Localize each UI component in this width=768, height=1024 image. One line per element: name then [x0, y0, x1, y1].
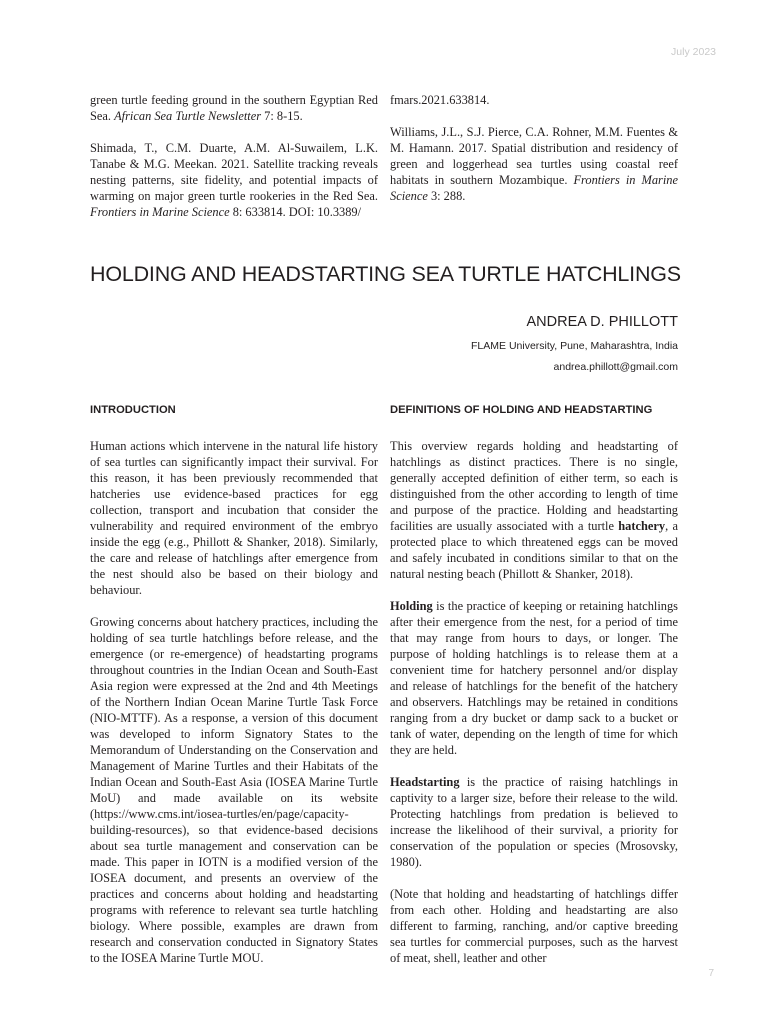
references-left-column: [90, 92, 378, 236]
text-run: , a protected place to which threatened eggs can be moved and safely incubated in conditions similar to that on the natural nesting beach (Phillott & Shanker, 2018).: [390, 519, 678, 581]
reference-entry: [90, 140, 378, 220]
author-email: andrea.phillott@gmail.com: [553, 361, 678, 373]
text-run: Shimada, T., C.M. Duarte, A.M. Al-Suwailem, L.K. Tanabe & M.G. Meekan. 2021. Satellite tracking reveals nesting patterns, site fidelity, and potential impacts of warming on major green turtle rookeries in the Red Sea.: [90, 141, 378, 203]
bold-term: Headstarting: [390, 775, 460, 789]
reference-entry: [390, 92, 678, 108]
body-paragraph: [90, 614, 378, 966]
body-left-column: [90, 404, 378, 982]
text-run: Williams, J.L., S.J. Pierce, C.A. Rohner, M.M. Fuentes & M. Hamann. 2017. Spatial distribution and residency of green and loggerhead sea turtles using coastal reef habitats in southern Mozambique.: [390, 125, 678, 187]
bold-term: hatchery: [618, 519, 666, 533]
bold-term: Holding: [390, 599, 433, 613]
section-heading-introduction: INTRODUCTION: [90, 404, 176, 416]
reference-entry: [390, 124, 678, 204]
text-run: Human actions which intervene in the natural life history of sea turtles can significantly impact their survival. For this reason, it has been previously recommended that hatcheries use evidence-based practices for egg collection, transport and incubation that consider the vulnerability and required environment of the embryo inside the egg (e.g., Phillott & Shanker, 2018). Similarly, the care and release of hatchlings after emergence from the nest should also be based on their biology and behaviour.: [90, 439, 378, 597]
text-run: 8: 633814. DOI: 10.3389/: [229, 205, 362, 219]
text-run: green turtle feeding ground in the southern Egyptian Red Sea.: [90, 93, 378, 123]
body-paragraph: [390, 774, 678, 870]
body-paragraph: [90, 438, 378, 598]
author-affiliation: FLAME University, Pune, Maharashtra, India: [471, 340, 678, 352]
text-run: Growing concerns about hatchery practices, including the holding of sea turtle hatchlings before release, and the emergence (or re-emergence) of headstarting programs throughout countries in the Indian Ocean and South-East Asia region were expressed at the 2nd and 4th Meetings of the Northern Indian Ocean Marine Turtle Task Force (NIO-MTTF). As a response, a version of this document was developed to inform Signatory States to the Memorandum of Understanding on the Conservation and Management of Marine Turtles and their Habitats of the Indian Ocean and South-East Asia (IOSEA Marine Turtle MoU) and made available on its website (https://www.cms.int/iosea-turtles/en/page/capacity-building-resources), so that evidence-based decisions about sea turtle management and conservation can be made. This paper in IOTN is a modified version of the IOSEA document, and presents an overview of the practices and concerns about holding and headstarting programs with reference to relevant sea turtle hatchling biology. Where possible, examples are drawn from research and conservation conducted in Signatory States to the IOSEA Marine Turtle MOU.: [90, 615, 378, 965]
italic-run: African Sea Turtle Newsletter: [114, 109, 262, 123]
body-paragraph: [390, 438, 678, 582]
text-run: is the practice of raising hatchlings in captivity to a larger size, before their release to the wild. Protecting hatchlings from predation is believed to increase the likelihood of their survival, a priority for conservation of the population or species (Mrosovsky, 1980).: [390, 775, 678, 869]
header-date: July 2023: [671, 46, 716, 58]
article-title: HOLDING AND HEADSTARTING SEA TURTLE HATCHLINGS: [90, 262, 681, 286]
body-paragraph: [390, 598, 678, 758]
text-run: 7: 8-15.: [261, 109, 303, 123]
body-right-column: [390, 404, 678, 982]
text-run: fmars.2021.633814.: [390, 93, 490, 107]
text-run: This overview regards holding and headstarting of hatchlings as distinct practices. There is no single, generally accepted definition of either term, so each is distinguished from the other according to length of time and purpose of the practice. Holding and headstarting facilities are usually associated with a turtle: [390, 439, 678, 533]
italic-run: Frontiers in Marine Science: [90, 205, 230, 219]
text-run: 3: 288.: [427, 189, 466, 203]
page-number: 7: [708, 968, 714, 979]
reference-entry: [90, 92, 378, 124]
section-heading-definitions: DEFINITIONS OF HOLDING AND HEADSTARTING: [390, 404, 653, 416]
text-run: (Note that holding and headstarting of hatchlings differ from each other. Holding and headstarting are also different to farming, ranching, and/or captive breeding sea turtles for commercial purposes, such as the harvest of meat, shell, leather and other: [390, 887, 678, 965]
references-right-column: [390, 92, 678, 220]
article-author: ANDREA D. PHILLOTT: [526, 314, 678, 330]
body-paragraph: [390, 886, 678, 966]
italic-run: Frontiers in Marine Science: [390, 173, 678, 203]
text-run: is the practice of keeping or retaining hatchlings after their emergence from the nest, for a period of time that may range from hours to days, or longer. The purpose of holding hatchlings is to release them at a convenient time for hatchery personnel and/or display and release of hatchlings for the benefit of the hatchery and observers. Hatchlings may be retained in conditions ranging from a dry bucket or damp sack to a bucket or tank of water, depending on the length of time for which they are held.: [390, 599, 678, 757]
